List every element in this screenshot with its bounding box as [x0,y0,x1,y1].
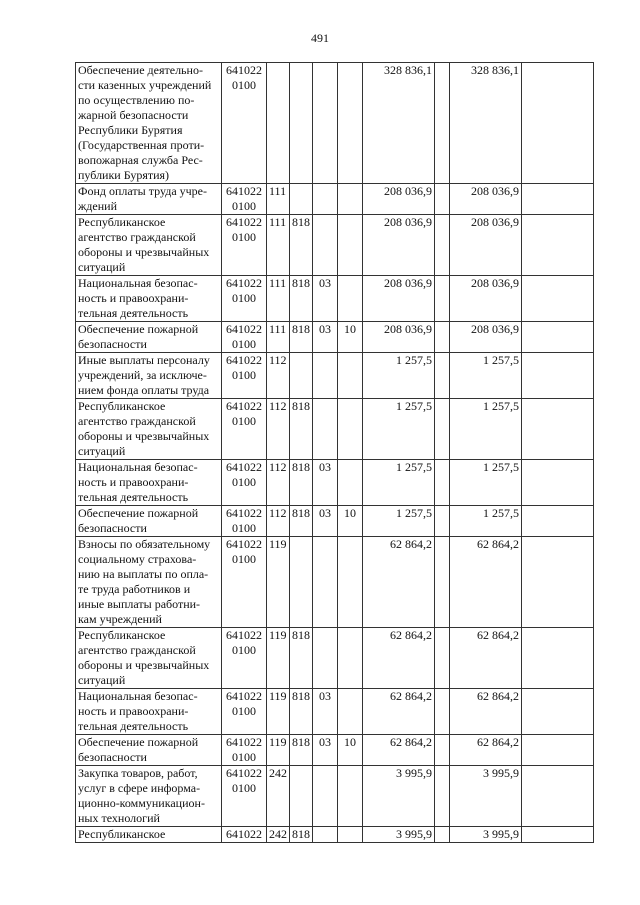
ministry-code-cell [290,184,313,215]
row-name-cell: Взносы по обязательному социальному страхова- нию на выплаты по опла- те труда работников и иные выплаты работни- кам учреждений [76,537,222,628]
table-row [76,63,594,184]
subsection-cell [338,353,363,399]
expense-type-cell: 242 [267,766,290,827]
empty-cell [522,689,594,735]
amount-cell: 1 257,5 [363,399,435,460]
table-row [76,276,594,322]
row-name-cell: Фонд оплаты труда учре- ждений [76,184,222,215]
expense-type-cell: 112 [267,460,290,506]
section-cell [313,766,338,827]
expense-type-cell: 119 [267,689,290,735]
program-code-cell: 641022 0100 [222,399,267,460]
page-number: 491 [311,31,329,45]
empty-cell [435,215,450,276]
table-row [76,353,594,399]
amount-cell: 208 036,9 [363,322,435,353]
empty-cell [522,537,594,628]
expense-type-cell: 111 [267,215,290,276]
amount-cell: 1 257,5 [450,399,522,460]
subsection-cell [338,184,363,215]
amount-cell: 62 864,2 [363,735,435,766]
table-row [76,689,594,735]
empty-cell [435,353,450,399]
amount-cell: 328 836,1 [450,63,522,184]
amount-cell: 208 036,9 [363,276,435,322]
empty-cell [435,276,450,322]
program-code-cell: 641022 0100 [222,689,267,735]
ministry-code-cell: 818 [290,628,313,689]
amount-cell: 328 836,1 [363,63,435,184]
empty-cell [522,276,594,322]
empty-cell [435,460,450,506]
table-row [76,766,594,827]
section-cell [313,537,338,628]
empty-cell [522,63,594,184]
row-name-cell: Республиканское агентство гражданской обороны и чрезвычайных ситуаций [76,215,222,276]
empty-cell [435,506,450,537]
expense-type-cell: 119 [267,735,290,766]
amount-cell: 62 864,2 [363,628,435,689]
empty-cell [435,689,450,735]
empty-cell [435,628,450,689]
expense-type-cell: 119 [267,628,290,689]
program-code-cell: 641022 0100 [222,506,267,537]
expense-type-cell: 112 [267,399,290,460]
section-cell [313,353,338,399]
amount-cell: 208 036,9 [450,276,522,322]
expense-type-cell: 242 [267,827,290,843]
program-code-cell: 641022 0100 [222,215,267,276]
empty-cell [522,322,594,353]
program-code-cell: 641022 0100 [222,184,267,215]
empty-cell [435,322,450,353]
section-cell [313,184,338,215]
program-code-cell: 641022 0100 [222,735,267,766]
program-code-cell: 641022 0100 [222,322,267,353]
empty-cell [522,827,594,843]
expense-type-cell: 111 [267,276,290,322]
amount-cell: 1 257,5 [363,460,435,506]
empty-cell [435,63,450,184]
program-code-cell: 641022 0100 [222,460,267,506]
section-cell [313,399,338,460]
empty-cell [522,215,594,276]
ministry-code-cell: 818 [290,460,313,506]
row-name-cell: Обеспечение пожарной безопасности [76,322,222,353]
empty-cell [522,735,594,766]
amount-cell: 1 257,5 [450,506,522,537]
empty-cell [435,184,450,215]
row-name-cell: Обеспечение деятельно- сти казенных учреждений по осуществлению по- жарной безопасности Республики Бурятия (Государственная проти- вопожарная служба Рес- публики Бурятия) [76,63,222,184]
expense-type-cell: 111 [267,322,290,353]
empty-cell [435,735,450,766]
expense-type-cell: 119 [267,537,290,628]
program-code-cell: 641022 0100 [222,537,267,628]
subsection-cell [338,537,363,628]
subsection-cell [338,63,363,184]
empty-cell [522,628,594,689]
subsection-cell [338,276,363,322]
subsection-cell [338,827,363,843]
amount-cell: 208 036,9 [363,215,435,276]
ministry-code-cell: 818 [290,735,313,766]
empty-cell [435,766,450,827]
row-name-cell: Национальная безопас- ность и правоохрани- тельная деятельность [76,276,222,322]
row-name-cell: Республиканское агентство гражданской обороны и чрезвычайных ситуаций [76,399,222,460]
table-body [76,63,594,843]
section-cell [313,215,338,276]
section-cell [313,628,338,689]
program-code-cell: 641022 0100 [222,63,267,184]
empty-cell [522,184,594,215]
row-name-cell: Республиканское [76,827,222,843]
ministry-code-cell: 818 [290,399,313,460]
subsection-cell [338,215,363,276]
ministry-code-cell [290,766,313,827]
subsection-cell: 10 [338,322,363,353]
ministry-code-cell: 818 [290,506,313,537]
section-cell [313,63,338,184]
amount-cell: 1 257,5 [450,460,522,506]
section-cell: 03 [313,460,338,506]
empty-cell [435,399,450,460]
subsection-cell [338,628,363,689]
table-row [76,184,594,215]
amount-cell: 62 864,2 [450,689,522,735]
row-name-cell: Республиканское агентство гражданской обороны и чрезвычайных ситуаций [76,628,222,689]
empty-cell [435,537,450,628]
amount-cell: 208 036,9 [450,184,522,215]
subsection-cell: 10 [338,735,363,766]
section-cell: 03 [313,735,338,766]
table-row [76,460,594,506]
row-name-cell: Национальная безопас- ность и правоохрани- тельная деятельность [76,689,222,735]
program-code-cell: 641022 0100 [222,628,267,689]
table-row [76,628,594,689]
section-cell [313,827,338,843]
row-name-cell: Иные выплаты персоналу учреждений, за исключе- нием фонда оплаты труда [76,353,222,399]
row-name-cell: Обеспечение пожарной безопасности [76,735,222,766]
section-cell: 03 [313,689,338,735]
program-code-cell: 641022 0100 [222,353,267,399]
amount-cell: 62 864,2 [450,735,522,766]
ministry-code-cell: 818 [290,215,313,276]
ministry-code-cell: 818 [290,322,313,353]
program-code-cell: 641022 0100 [222,276,267,322]
expense-type-cell [267,63,290,184]
subsection-cell [338,689,363,735]
subsection-cell: 10 [338,506,363,537]
program-code-cell: 641022 [222,827,267,843]
amount-cell: 3 995,9 [363,766,435,827]
amount-cell: 3 995,9 [450,766,522,827]
row-name-cell: Национальная безопас- ность и правоохрани- тельная деятельность [76,460,222,506]
amount-cell: 3 995,9 [363,827,435,843]
amount-cell: 1 257,5 [363,506,435,537]
ministry-code-cell [290,63,313,184]
subsection-cell [338,399,363,460]
section-cell: 03 [313,276,338,322]
table-row [76,506,594,537]
budget-table [75,62,594,843]
amount-cell: 208 036,9 [363,184,435,215]
ministry-code-cell: 818 [290,276,313,322]
empty-cell [522,460,594,506]
table-row [76,537,594,628]
amount-cell: 62 864,2 [450,628,522,689]
amount-cell: 62 864,2 [363,689,435,735]
expense-type-cell: 112 [267,353,290,399]
empty-cell [522,399,594,460]
expense-type-cell: 111 [267,184,290,215]
amount-cell: 62 864,2 [450,537,522,628]
section-cell: 03 [313,506,338,537]
table-row [76,322,594,353]
amount-cell: 62 864,2 [363,537,435,628]
amount-cell: 208 036,9 [450,322,522,353]
section-cell: 03 [313,322,338,353]
table-row [76,735,594,766]
subsection-cell [338,766,363,827]
expense-type-cell: 112 [267,506,290,537]
table-row [76,215,594,276]
amount-cell: 3 995,9 [450,827,522,843]
table-row [76,827,594,843]
amount-cell: 208 036,9 [450,215,522,276]
ministry-code-cell [290,353,313,399]
ministry-code-cell: 818 [290,689,313,735]
program-code-cell: 641022 0100 [222,766,267,827]
ministry-code-cell: 818 [290,827,313,843]
amount-cell: 1 257,5 [363,353,435,399]
empty-cell [522,353,594,399]
row-name-cell: Закупка товаров, работ, услуг в сфере информа- ционно-коммуникацион- ных технологий [76,766,222,827]
empty-cell [435,827,450,843]
empty-cell [522,506,594,537]
table-row [76,399,594,460]
subsection-cell [338,460,363,506]
empty-cell [522,766,594,827]
row-name-cell: Обеспечение пожарной безопасности [76,506,222,537]
amount-cell: 1 257,5 [450,353,522,399]
ministry-code-cell [290,537,313,628]
